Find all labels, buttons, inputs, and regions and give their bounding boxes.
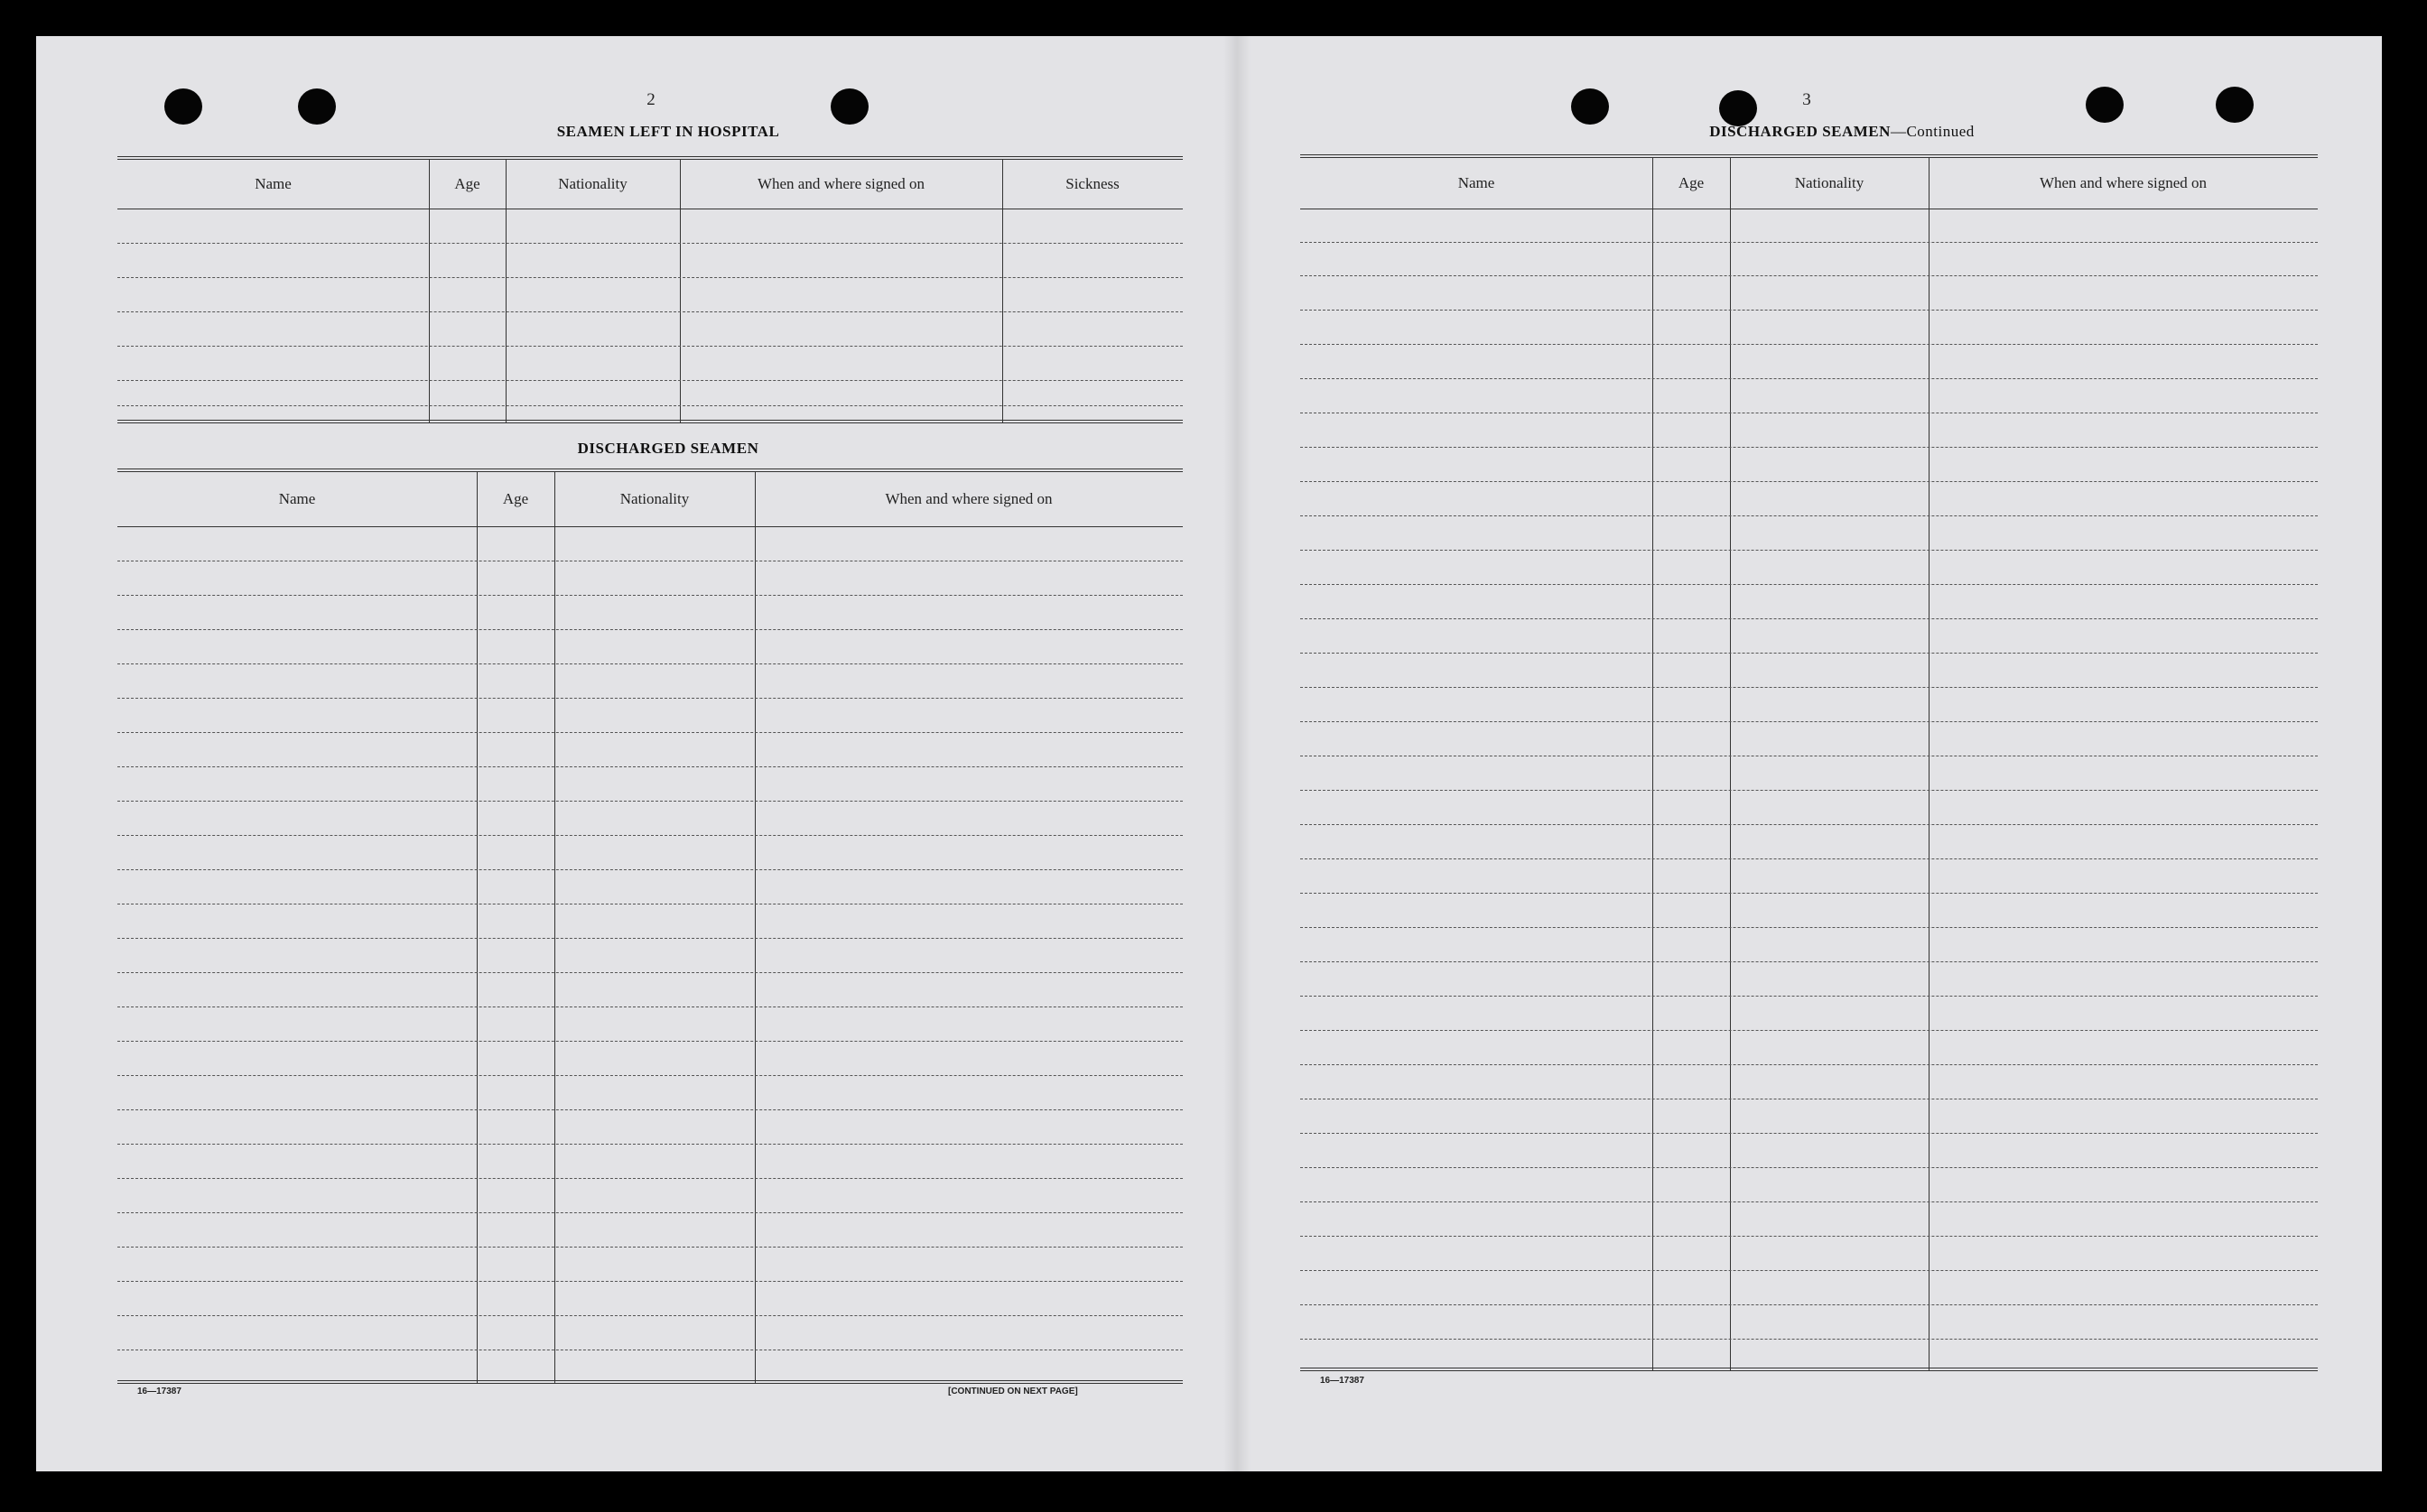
form-sheet bbox=[36, 36, 2382, 1471]
table-row bbox=[1300, 1339, 2318, 1340]
table-row bbox=[1300, 618, 2318, 619]
column-divider bbox=[680, 160, 681, 423]
punch-hole bbox=[2086, 87, 2124, 123]
table-row bbox=[117, 1075, 1183, 1076]
table-row bbox=[1300, 242, 2318, 243]
table-row bbox=[117, 380, 1183, 381]
table-row bbox=[1300, 310, 2318, 311]
page-number: 3 bbox=[1802, 90, 1811, 109]
table-row bbox=[117, 629, 1183, 630]
page-fold bbox=[1223, 36, 1251, 1471]
column-header-signed-on: When and where signed on bbox=[2039, 174, 2208, 191]
table-row bbox=[1300, 1304, 2318, 1305]
discharged-continued-title-main: DISCHARGED SEAMEN bbox=[1709, 123, 1891, 140]
table-row bbox=[1300, 961, 2318, 962]
table-row bbox=[1300, 653, 2318, 654]
continued-note: [CONTINUED ON NEXT PAGE] bbox=[948, 1387, 1078, 1396]
hospital-table-header bbox=[117, 160, 1183, 209]
column-header-nationality: Nationality bbox=[558, 175, 628, 192]
column-header-name: Name bbox=[255, 175, 292, 192]
hospital-table bbox=[117, 156, 1183, 423]
table-row bbox=[1300, 1133, 2318, 1134]
table-row bbox=[117, 938, 1183, 939]
table-row bbox=[117, 1212, 1183, 1213]
table-bottom-rule bbox=[117, 420, 1183, 423]
table-row bbox=[1300, 893, 2318, 894]
table-row bbox=[117, 595, 1183, 596]
page-number: 2 bbox=[646, 90, 656, 109]
table-row bbox=[1300, 584, 2318, 585]
table-row bbox=[117, 972, 1183, 973]
table-row bbox=[1300, 515, 2318, 516]
column-header-age: Age bbox=[454, 175, 480, 192]
column-header-age: Age bbox=[502, 490, 529, 507]
column-header-nationality: Nationality bbox=[619, 490, 690, 507]
table-row bbox=[1300, 275, 2318, 276]
discharged-table bbox=[117, 468, 1183, 1384]
table-row bbox=[117, 243, 1183, 244]
table-row bbox=[1300, 927, 2318, 928]
column-divider bbox=[506, 160, 507, 423]
column-divider bbox=[1002, 160, 1003, 423]
table-row bbox=[1300, 1064, 2318, 1065]
table-row bbox=[117, 732, 1183, 733]
punch-hole bbox=[298, 88, 336, 125]
table-row bbox=[1300, 858, 2318, 859]
column-header-signed-on: When and where signed on bbox=[757, 175, 925, 192]
hospital-section-title: SEAMEN LEFT IN HOSPITAL bbox=[556, 123, 780, 140]
column-header-nationality: Nationality bbox=[1794, 174, 1864, 191]
table-row bbox=[117, 1041, 1183, 1042]
table-row bbox=[117, 277, 1183, 278]
table-row bbox=[1300, 1167, 2318, 1168]
discharged-continued-title bbox=[1526, 123, 2158, 141]
column-header-signed-on: When and where signed on bbox=[885, 490, 1053, 507]
column-divider bbox=[429, 160, 430, 423]
table-row bbox=[1300, 824, 2318, 825]
table-row bbox=[117, 346, 1183, 347]
table-row bbox=[117, 835, 1183, 836]
table-row bbox=[117, 1281, 1183, 1282]
table-row bbox=[117, 801, 1183, 802]
table-row bbox=[1300, 1030, 2318, 1031]
table-row bbox=[1300, 790, 2318, 791]
table-row bbox=[1300, 378, 2318, 379]
table-row bbox=[1300, 344, 2318, 345]
punch-hole bbox=[164, 88, 202, 125]
column-header-name: Name bbox=[1457, 174, 1495, 191]
punch-hole bbox=[2216, 87, 2254, 123]
table-row bbox=[1300, 1236, 2318, 1237]
column-header-age: Age bbox=[1678, 174, 1705, 191]
discharged-continued-table bbox=[1300, 154, 2318, 1371]
table-row bbox=[117, 1109, 1183, 1110]
table-bottom-rule bbox=[1300, 1368, 2318, 1371]
table-row bbox=[1300, 996, 2318, 997]
table-row bbox=[1300, 481, 2318, 482]
discharged-section-title: DISCHARGED SEAMEN bbox=[577, 440, 759, 457]
table-row bbox=[1300, 721, 2318, 722]
table-row bbox=[1300, 1201, 2318, 1202]
table-row bbox=[1300, 687, 2318, 688]
column-header-sickness: Sickness bbox=[1065, 175, 1120, 192]
punch-hole bbox=[1719, 90, 1757, 126]
table-row bbox=[117, 869, 1183, 870]
punch-hole bbox=[831, 88, 869, 125]
table-row bbox=[117, 1178, 1183, 1179]
form-number: 16—17387 bbox=[137, 1387, 181, 1396]
discharged-table-header bbox=[117, 472, 1183, 527]
table-row bbox=[117, 405, 1183, 406]
discharged-continued-title-suffix: —Continued bbox=[1890, 123, 1975, 140]
form-number: 16—17387 bbox=[1320, 1376, 1364, 1386]
punch-hole bbox=[1571, 88, 1609, 125]
column-divider bbox=[1730, 158, 1731, 1371]
discharged-continued-table-header bbox=[1300, 158, 2318, 209]
table-row bbox=[117, 663, 1183, 664]
table-row bbox=[117, 1144, 1183, 1145]
table-row bbox=[117, 1315, 1183, 1316]
column-divider bbox=[1652, 158, 1653, 1371]
table-row bbox=[117, 698, 1183, 699]
table-row bbox=[117, 311, 1183, 312]
table-row bbox=[1300, 447, 2318, 448]
table-row bbox=[117, 1247, 1183, 1248]
column-divider bbox=[1929, 158, 1930, 1371]
table-row bbox=[1300, 550, 2318, 551]
table-row bbox=[1300, 1270, 2318, 1271]
column-header-name: Name bbox=[278, 490, 316, 507]
table-row bbox=[117, 766, 1183, 767]
table-row bbox=[117, 1006, 1183, 1007]
table-bottom-rule bbox=[117, 1380, 1183, 1384]
